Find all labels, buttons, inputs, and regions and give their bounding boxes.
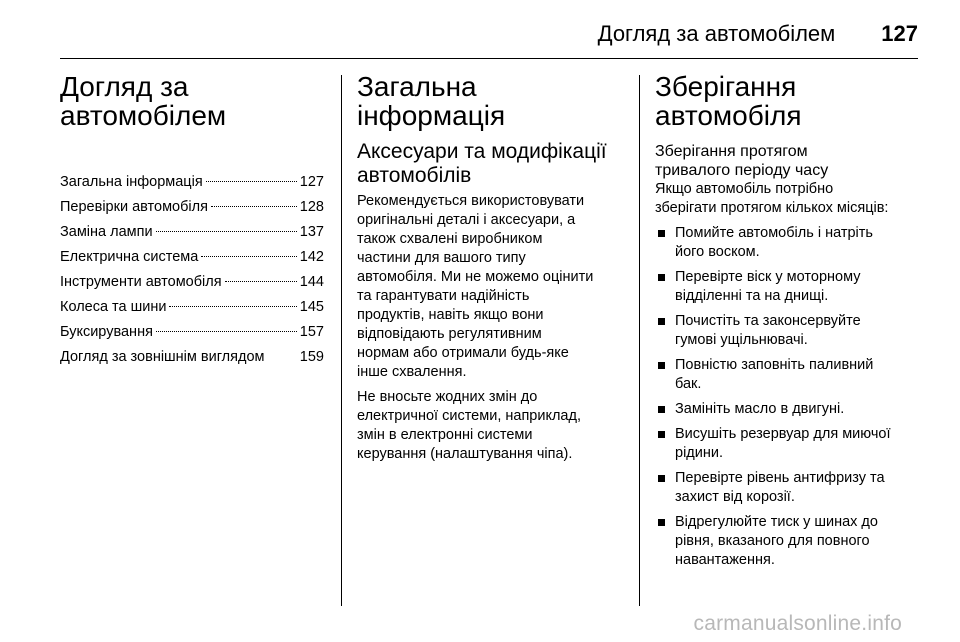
subsection-title-long-storage: Зберігання протягом тривалого періоду часу	[655, 143, 829, 179]
watermark: carmanualsonline.info	[693, 612, 902, 635]
bullet-square-icon	[658, 406, 665, 413]
list-item: Помийте автомобіль і натріть його воском.	[655, 224, 920, 262]
table-of-contents	[60, 173, 324, 367]
list-item: Почистіть та законсервуйте гумові ущільнювачі.	[655, 312, 920, 350]
toc-entry[interactable]: Догляд за зовнішнім виглядом 159	[60, 349, 324, 365]
list-item: Відрегулюйте тиск у шинах до рівня, вказаного для повного навантаження.	[655, 513, 920, 570]
toc-entry[interactable]: Колеса та шини 145	[60, 299, 324, 315]
page-header	[60, 18, 918, 50]
bullet-square-icon	[658, 318, 665, 325]
toc-entry[interactable]: Інструменти автомобіля 144	[60, 274, 324, 290]
storage-column	[655, 72, 920, 576]
column-divider-1	[341, 75, 342, 606]
toc-entry[interactable]: Заміна лампи 137	[60, 224, 324, 240]
chapter-title: Догляд за автомобілем	[60, 71, 227, 131]
chapter-column	[60, 72, 324, 373]
list-item: Перевірте рівень антифризу та захист від корозії.	[655, 469, 920, 507]
paragraph-accessories: Рекомендується використовувати оригінальні деталі і аксесуари, а також схвалені виробником частини для вашого типу автомобіля. Ми не можемо оцінити та гарантувати надійність продуктів, навіть якщо вони відповідають регулятивним нормам або отримали будь-яке інше схвалення.	[357, 193, 594, 380]
list-item: Висушіть резервуар для миючої рідини.	[655, 425, 920, 463]
toc-entry[interactable]: Загальна інформація 127	[60, 174, 324, 190]
storage-checklist	[655, 224, 920, 570]
bullet-square-icon	[658, 274, 665, 281]
section-title-general: Загальна інформація	[357, 71, 506, 131]
toc-entry[interactable]: Буксирування 157	[60, 324, 324, 340]
toc-entry[interactable]: Перевірки автомобіля 128	[60, 199, 324, 215]
bullet-square-icon	[658, 519, 665, 526]
subsection-title-accessories: Аксесуари та модифікації автомобілів	[357, 140, 607, 187]
running-title: Догляд за автомобілем	[597, 21, 836, 46]
column-divider-2	[639, 75, 640, 606]
list-item: Замініть масло в двигуні.	[655, 400, 920, 419]
page-number: 127	[881, 21, 918, 46]
toc-entry[interactable]: Електрична система 142	[60, 249, 324, 265]
storage-intro: Якщо автомобіль потрібно зберігати протягом кількох місяців:	[655, 181, 889, 216]
paragraph-electrical-warning: Не вносьте жодних змін до електричної системи, наприклад, змін в електронні системи керування (налаштування чіпа).	[357, 389, 581, 462]
bullet-square-icon	[658, 230, 665, 237]
section-title-storage: Зберігання автомобіля	[655, 71, 802, 131]
bullet-square-icon	[658, 362, 665, 369]
list-item: Перевірте віск у моторному відділенні та на днищі.	[655, 268, 920, 306]
bullet-square-icon	[658, 475, 665, 482]
bullet-square-icon	[658, 431, 665, 438]
header-rule	[60, 58, 918, 59]
list-item: Повністю заповніть паливний бак.	[655, 356, 920, 394]
general-info-column	[357, 72, 625, 470]
